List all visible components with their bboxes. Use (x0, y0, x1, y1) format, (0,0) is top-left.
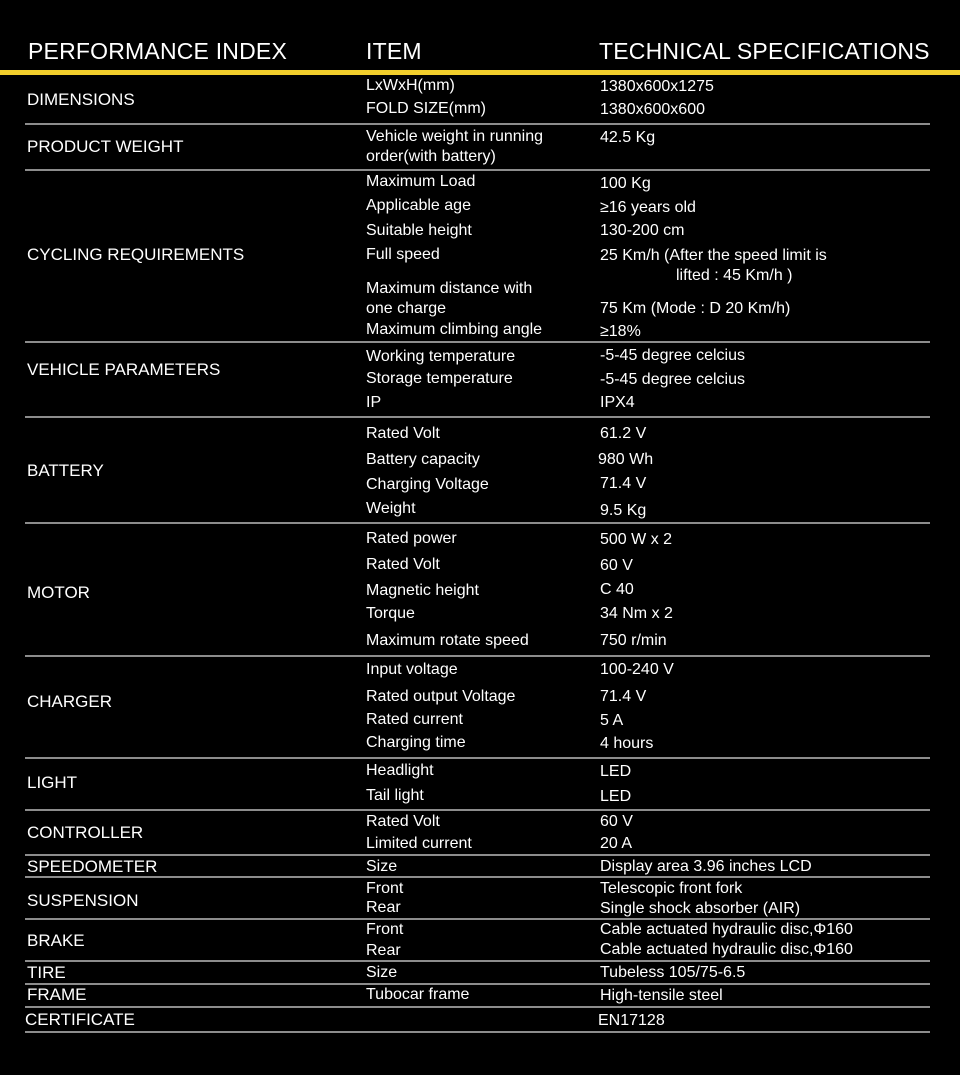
item-dimensions-2: FOLD SIZE(mm) (366, 100, 486, 117)
item-controller-1: Rated Volt (366, 813, 440, 830)
spec-dimensions-2: 1380x600x600 (600, 101, 705, 118)
spec-dimensions-1: 1380x600x1275 (600, 78, 714, 95)
item-light-1: Headlight (366, 762, 434, 779)
spec-controller-2: 20 A (600, 835, 633, 852)
row-separator (25, 522, 930, 524)
spec-suspension-1: Telescopic front fork (600, 880, 743, 897)
item-motor-1: Rated power (366, 530, 457, 547)
item-product-weight-2: order(with battery) (366, 148, 496, 165)
item-cycling-4: Full speed (366, 246, 440, 263)
spec-light-1: LED (600, 763, 632, 780)
spec-cycling-1: 100 Kg (600, 175, 651, 192)
item-suspension-1: Front (366, 880, 404, 897)
item-dimensions-1: LxWxH(mm) (366, 77, 455, 94)
spec-cycling-4: 25 Km/h (After the speed limit is (600, 247, 827, 264)
row-separator (25, 960, 930, 962)
item-vehicle-1: Working temperature (366, 348, 516, 365)
row-separator (25, 809, 930, 811)
spec-motor-5: 750 r/min (600, 632, 667, 649)
row-separator (25, 854, 930, 856)
spec-cycling-5: 75 Km (Mode : D 20 Km/h) (600, 300, 791, 317)
spec-frame-1: High-tensile steel (600, 987, 723, 1004)
category-charger: CHARGER (27, 692, 113, 711)
spec-tire-1: Tubeless 105/75-6.5 (600, 964, 746, 981)
spec-charger-3: 5 A (600, 712, 624, 729)
row-separator (25, 169, 930, 171)
spec-motor-4: 34 Nm x 2 (600, 605, 673, 622)
category-certificate: CERTIFICATE (25, 1010, 135, 1029)
item-cycling-6: one charge (366, 300, 447, 317)
spec-speedometer-1: Display area 3.96 inches LCD (600, 858, 812, 875)
row-separator (25, 1006, 930, 1008)
category-light: LIGHT (27, 773, 78, 792)
item-charger-3: Rated current (366, 711, 463, 728)
item-charger-4: Charging time (366, 734, 466, 751)
row-separator (25, 341, 930, 343)
spec-brake-1: Cable actuated hydraulic disc,Φ160 (600, 921, 853, 938)
item-motor-4: Torque (366, 605, 415, 622)
header-accent-rule (0, 70, 960, 75)
item-frame-1: Tubocar frame (366, 986, 470, 1003)
spec-cycling-6: ≥18% (600, 323, 641, 340)
spec-cycling-4-cont: lifted : 45 Km/h ) (676, 267, 793, 284)
row-separator (25, 416, 930, 418)
category-vehicle-parameters: VEHICLE PARAMETERS (27, 360, 221, 379)
row-separator (25, 983, 930, 985)
item-motor-5: Maximum rotate speed (366, 632, 529, 649)
spec-cycling-2: ≥16 years old (600, 199, 696, 216)
spec-battery-4: 9.5 Kg (600, 502, 647, 519)
row-separator (25, 876, 930, 878)
header-item: ITEM (366, 38, 422, 64)
row-separator (25, 1031, 930, 1033)
spec-vehicle-1: -5-45 degree celcius (600, 347, 745, 364)
spec-light-2: LED (600, 788, 632, 805)
item-cycling-1: Maximum Load (366, 173, 476, 190)
spec-battery-3: 71.4 V (600, 475, 647, 492)
category-brake: BRAKE (27, 931, 85, 950)
item-motor-2: Rated Volt (366, 556, 440, 573)
item-product-weight-1: Vehicle weight in running (366, 128, 544, 145)
spec-vehicle-3: IPX4 (600, 394, 635, 411)
item-light-2: Tail light (366, 787, 424, 804)
item-controller-2: Limited current (366, 835, 472, 852)
item-brake-1: Front (366, 921, 404, 938)
item-suspension-2: Rear (366, 899, 401, 916)
category-speedometer: SPEEDOMETER (27, 857, 158, 876)
spec-charger-4: 4 hours (600, 735, 654, 752)
spec-brake-2: Cable actuated hydraulic disc,Φ160 (600, 941, 853, 958)
spec-motor-1: 500 W x 2 (600, 531, 673, 548)
header-technical-specifications: TECHNICAL SPECIFICATIONS (599, 38, 930, 64)
spec-motor-2: 60 V (600, 557, 633, 574)
header-performance-index: PERFORMANCE INDEX (28, 38, 287, 64)
item-tire-1: Size (366, 964, 398, 981)
item-charger-1: Input voltage (366, 661, 458, 678)
row-separator (25, 123, 930, 125)
row-separator (25, 757, 930, 759)
spec-charger-1: 100-240 V (600, 661, 674, 678)
item-charger-2: Rated output Voltage (366, 688, 516, 705)
spec-vehicle-2: -5-45 degree celcius (600, 371, 745, 388)
item-battery-2: Battery capacity (366, 451, 480, 468)
spec-certificate-1: EN17128 (598, 1012, 665, 1029)
category-dimensions: DIMENSIONS (27, 90, 135, 109)
spec-battery-1: 61.2 V (600, 425, 647, 442)
item-brake-2: Rear (366, 942, 401, 959)
item-battery-3: Charging Voltage (366, 476, 489, 493)
spec-cycling-3: 130-200 cm (600, 222, 685, 239)
spec-controller-1: 60 V (600, 813, 633, 830)
item-battery-4: Weight (366, 500, 416, 517)
category-motor: MOTOR (27, 583, 90, 602)
item-vehicle-3: IP (366, 394, 382, 411)
spec-battery-2: 980 Wh (598, 451, 654, 468)
item-cycling-7: Maximum climbing angle (366, 321, 543, 338)
spec-charger-2: 71.4 V (600, 688, 647, 705)
category-cycling-requirements: CYCLING REQUIREMENTS (27, 245, 245, 264)
category-battery: BATTERY (27, 461, 104, 480)
item-cycling-3: Suitable height (366, 222, 472, 239)
spec-product-weight-1: 42.5 Kg (600, 129, 656, 146)
item-vehicle-2: Storage temperature (366, 370, 513, 387)
category-suspension: SUSPENSION (27, 891, 139, 910)
category-tire: TIRE (27, 963, 66, 982)
item-cycling-2: Applicable age (366, 197, 471, 214)
category-product-weight: PRODUCT WEIGHT (27, 137, 184, 156)
spec-suspension-2: Single shock absorber (AIR) (600, 900, 801, 917)
row-separator (25, 655, 930, 657)
category-controller: CONTROLLER (27, 823, 144, 842)
spec-motor-3: C 40 (600, 581, 634, 598)
item-speedometer-1: Size (366, 858, 398, 875)
item-motor-3: Magnetic height (366, 582, 479, 599)
item-cycling-5: Maximum distance with (366, 280, 533, 297)
item-battery-1: Rated Volt (366, 425, 440, 442)
category-frame: FRAME (27, 985, 87, 1004)
